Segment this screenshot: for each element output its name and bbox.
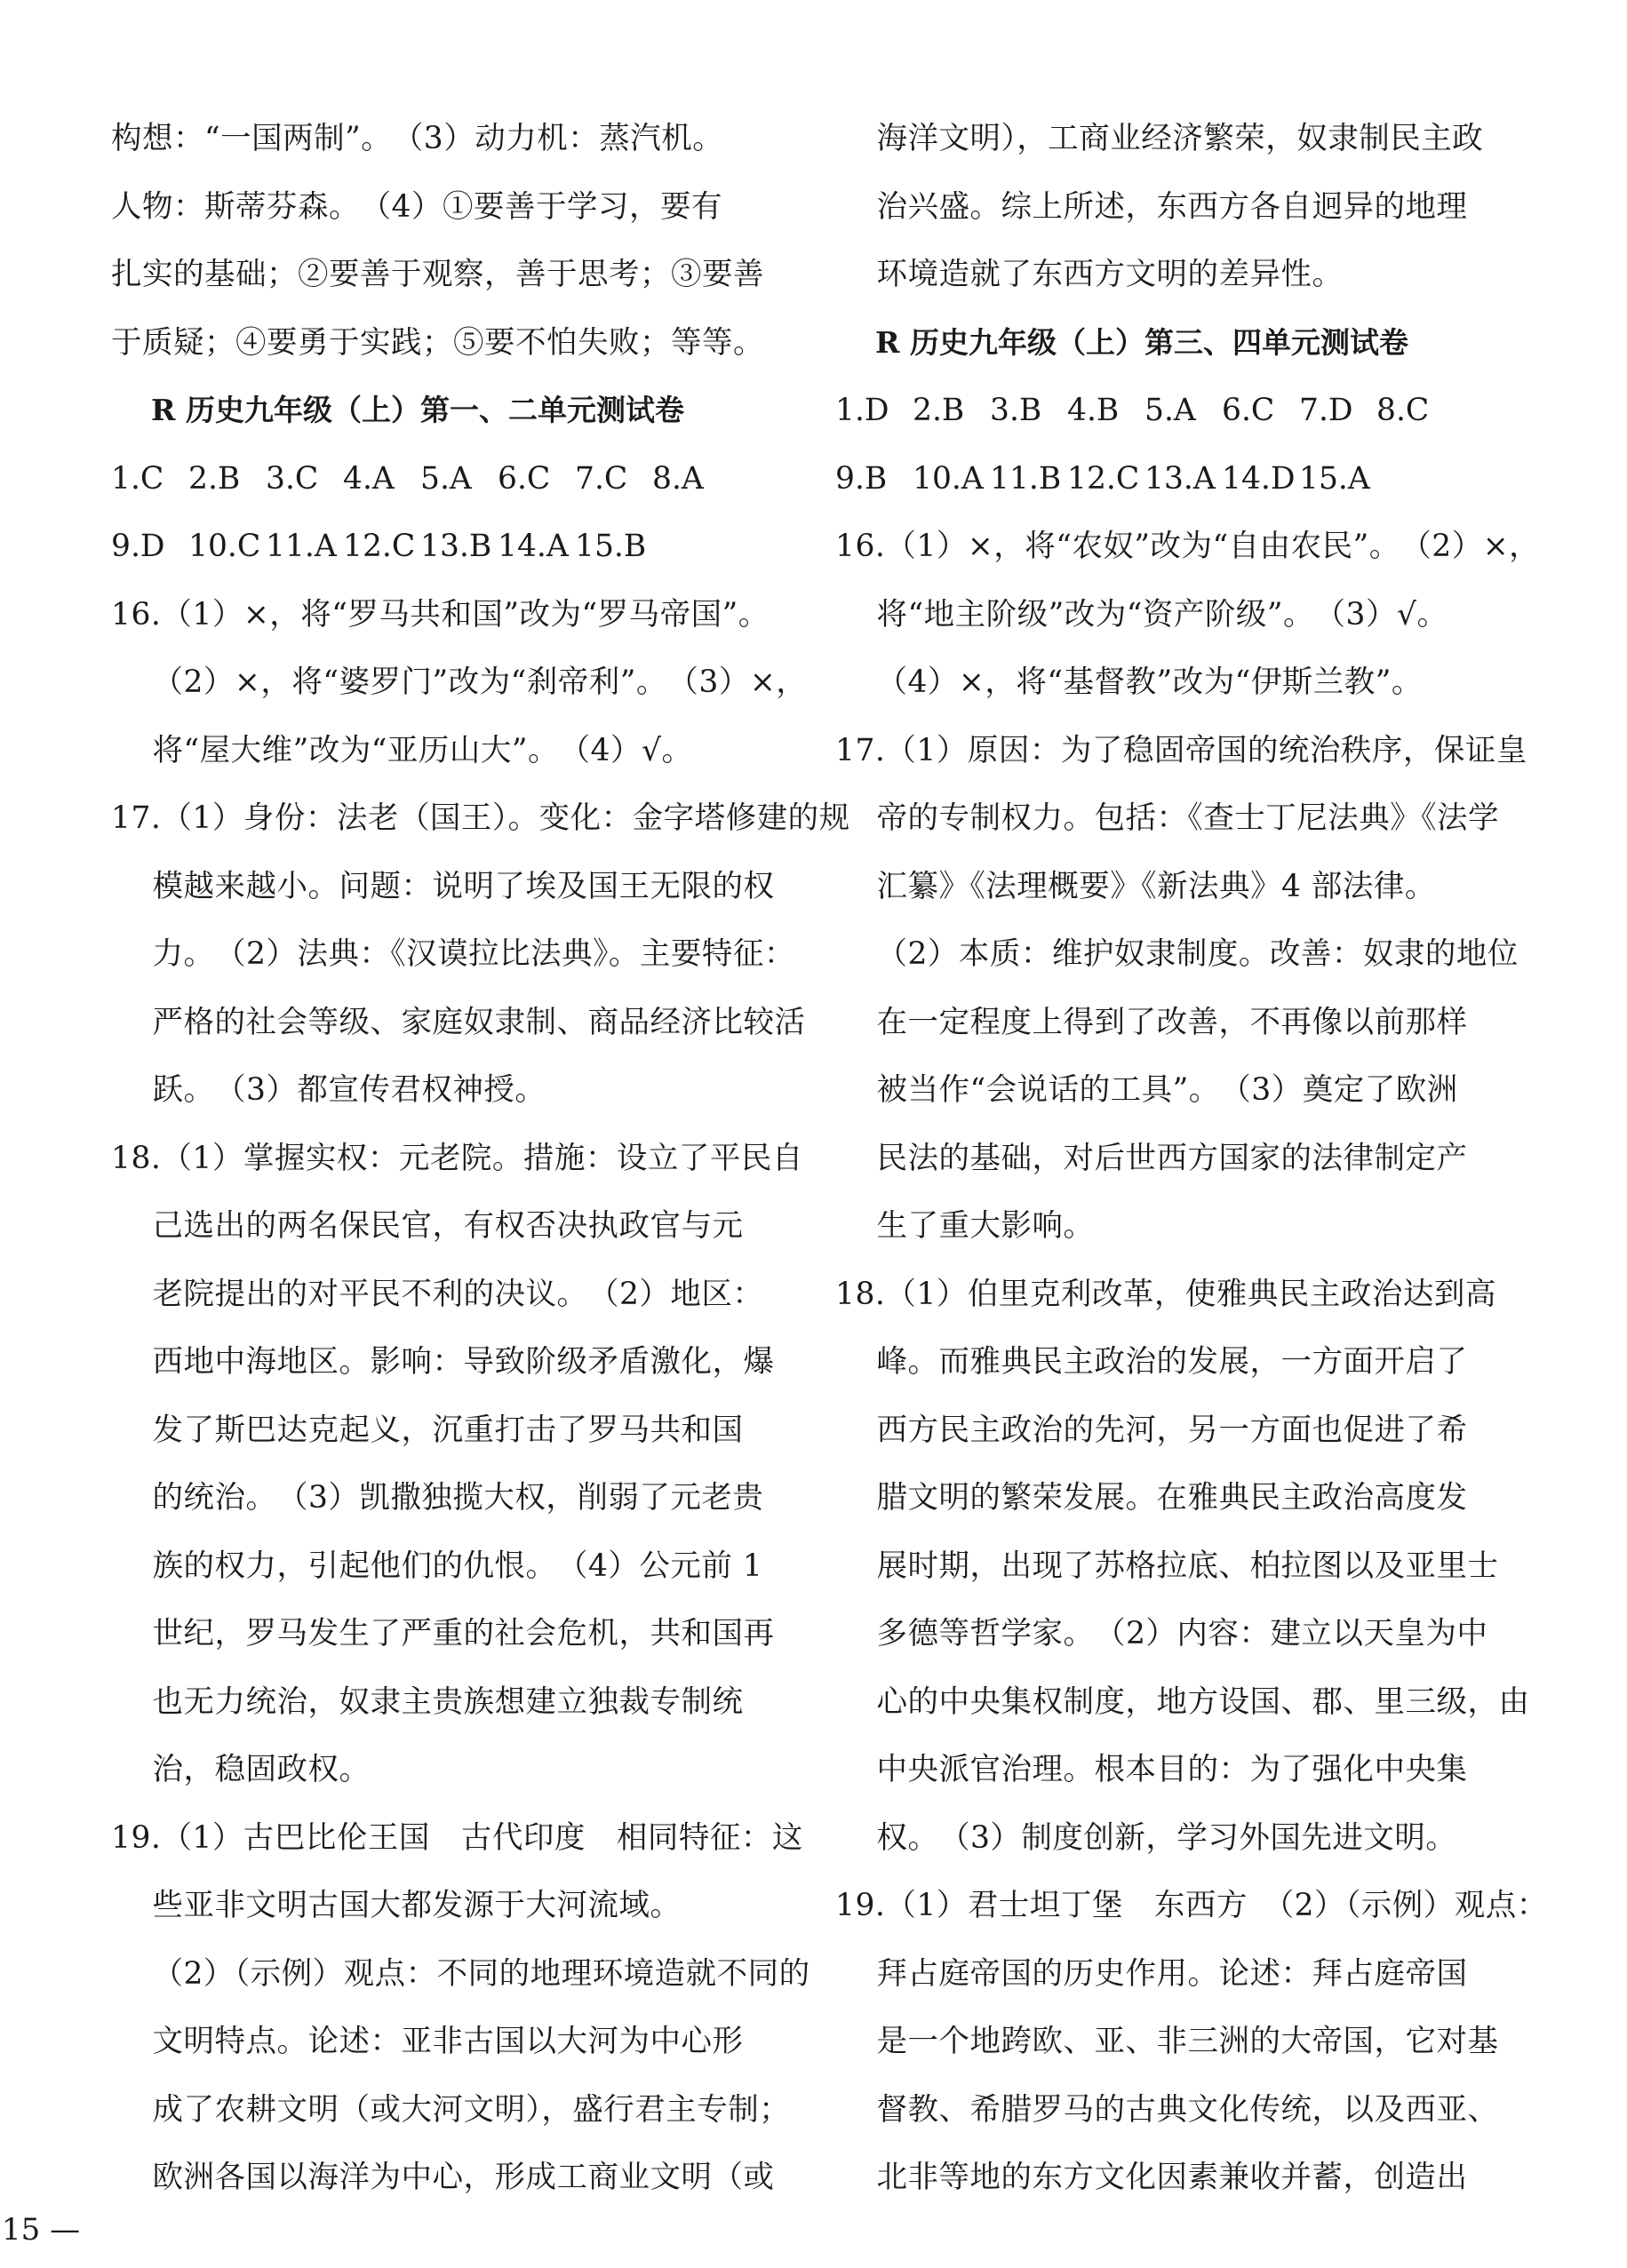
mcq-answer-row — [835, 377, 1448, 445]
answer-text-line: 模越来越小。问题：说明了埃及国王无限的权 — [111, 868, 775, 904]
answer-text-line: 老院提出的对平民不利的决议。 （2）地区： — [111, 1276, 764, 1312]
mcq-answer: 8.C — [1376, 393, 1430, 428]
answer-text-line: 展时期，出现了苏格拉底、柏拉图以及亚里士 — [835, 1548, 1499, 1584]
answer-text-line: （2）（示例）观点：不同的地理环境造就不同的 — [111, 1955, 810, 1992]
answer-text-line: 也无力统治，奴隶主贵族想建立独裁专制统 — [111, 1683, 744, 1720]
page-number: 15 — [2, 2212, 41, 2248]
mcq-answer: 9.D — [111, 529, 165, 564]
answer-text-line: 督教、希腊罗马的古典文化传统，以及西亚、 — [835, 2091, 1499, 2128]
answer-text-line: 的统治。 （3）凯撒独揽大权，削弱了元老贵 — [111, 1480, 764, 1516]
answer-text-line: 将“屋大维”改为“亚历山大”。 （4）√。 — [111, 732, 693, 768]
answer-text-line: 族的权力，引起他们的仇恨。 （4）公元前 1 — [111, 1548, 763, 1584]
answer-text-line: 力。 （2）法典：《汉谟拉比法典》。主要特征： — [111, 936, 795, 972]
mcq-answer: 2.B — [913, 393, 965, 428]
mcq-answer: 1.C — [111, 460, 164, 497]
mcq-answer: 6.C — [498, 460, 551, 497]
answer-text-line: 19.（1）古巴比伦王国 古代印度 相同特征：这 — [111, 1819, 803, 1856]
answer-text-line: 世纪，罗马发生了严重的社会危机，共和国再 — [111, 1616, 775, 1651]
mcq-answer: 3.C — [266, 460, 319, 497]
mcq-answer: 14.A — [498, 529, 569, 564]
mcq-answer: 1.D — [835, 393, 889, 428]
section-heading: R 历史九年级（上）第三、四单元测试卷 — [875, 324, 1408, 360]
answer-text-line: 北非等地的东方文化因素兼收并蓄，创造出 — [835, 2160, 1468, 2195]
mcq-answer: 10.C — [188, 529, 261, 564]
answer-text-line: 民法的基础，对后世西方国家的法律制定产 — [835, 1140, 1468, 1176]
answer-text-line: 生了重大影响。 — [835, 1208, 1095, 1244]
mcq-answer: 11.B — [990, 460, 1062, 497]
answer-text-line: 19.（1）君士坦丁堡 东西方 （2）（示例）观点： — [835, 1888, 1548, 1923]
mcq-answer: 11.A — [266, 529, 337, 564]
mcq-answer-row — [111, 445, 724, 513]
answer-text-line: 被当作“会说话的工具”。 （3）奠定了欧洲 — [835, 1072, 1458, 1108]
mcq-answer: 12.C — [1067, 460, 1140, 497]
mcq-answer: 12.C — [343, 529, 416, 564]
answer-text-line: 18.（1）伯里克利改革，使雅典民主政治达到高 — [835, 1276, 1496, 1312]
right-column — [835, 105, 1548, 2212]
answer-text-line: 环境造就了东西方文明的差异性。 — [835, 257, 1344, 292]
mcq-answer: 6.C — [1222, 393, 1275, 428]
answer-text-line: 腊文明的繁荣发展。在雅典民主政治高度发 — [835, 1480, 1468, 1516]
mcq-answer: 15.B — [575, 529, 647, 564]
answer-text-line: 成了农耕文明（或大河文明），盛行君主专制； — [111, 2091, 791, 2128]
answer-text-line: 是一个地跨欧、亚、非三洲的大帝国，它对基 — [835, 2024, 1499, 2059]
footer-dash: — — [50, 2212, 81, 2248]
answer-text-line: 海洋文明），工商业经济繁荣，奴隶制民主政 — [835, 121, 1484, 156]
answer-text-line: 发了斯巴达克起义，沉重打击了罗马共和国 — [111, 1412, 744, 1448]
answer-text-line: 16.（1）×，将“罗马共和国”改为“罗马帝国”。 — [111, 596, 770, 633]
answer-text-line: 17.（1）身份：法老（国王）。变化：金字塔修建的规 — [111, 800, 850, 836]
answer-text-line: 治兴盛。综上所述，东西方各自迥异的地理 — [835, 188, 1468, 225]
mcq-answer: 13.A — [1144, 460, 1216, 497]
mcq-answer: 2.B — [188, 460, 241, 497]
mcq-answer: 5.A — [420, 460, 472, 497]
answer-text-line: 严格的社会等级、家庭奴隶制、商品经济比较活 — [111, 1004, 806, 1040]
answer-text-line: 峰。而雅典民主政治的发展，一方面开启了 — [835, 1344, 1468, 1380]
answer-text-line: 文明特点。论述：亚非古国以大河为中心形 — [111, 2024, 744, 2059]
answer-text-line: 多德等哲学家。 （2）内容：建立以天皇为中 — [835, 1616, 1488, 1651]
mcq-answer: 7.D — [1299, 393, 1353, 428]
answer-text-line: 些亚非文明古国大都发源于大河流域。 — [111, 1888, 682, 1923]
answer-text-line: （4）×，将“基督教”改为“伊斯兰教”。 — [835, 664, 1423, 700]
mcq-answer-row — [835, 445, 1448, 513]
answer-text-line: 17.（1）原因：为了稳固帝国的统治秩序，保证皇 — [835, 732, 1527, 768]
answer-text-line: 汇纂》《法理概要》《新法典》4 部法律。 — [835, 868, 1436, 904]
answer-text-line: 西地中海地区。影响：导致阶级矛盾激化，爆 — [111, 1344, 775, 1380]
answer-text-line: 西方民主政治的先河，另一方面也促进了希 — [835, 1412, 1468, 1448]
answer-text-line: 心的中央集权制度，地方设国、郡、里三级，由 — [835, 1683, 1530, 1720]
answer-text-line: 己选出的两名保民官，有权否决执政官与元 — [111, 1208, 744, 1244]
answer-text-line: 18.（1）掌握实权：元老院。措施：设立了平民自 — [111, 1140, 803, 1176]
mcq-answer: 5.A — [1144, 393, 1196, 428]
section-heading: R 历史九年级（上）第一、二单元测试卷 — [151, 393, 684, 427]
answer-text-line: 中央派官治理。根本目的：为了强化中央集 — [835, 1752, 1468, 1787]
mcq-answer: 7.C — [575, 460, 628, 497]
answer-text-line: 治，稳固政权。 — [111, 1752, 371, 1787]
answer-text-line: 扎实的基础；②要善于观察，善于思考；③要善 — [111, 257, 764, 292]
answer-text-line: （2）本质：维护奴隶制度。改善：奴隶的地位 — [835, 936, 1519, 972]
answer-text-line: 欧洲各国以海洋为中心，形成工商业文明（或 — [111, 2160, 775, 2195]
answer-text-line: 权。 （3）制度创新，学习外国先进文明。 — [835, 1819, 1457, 1856]
mcq-answer: 4.A — [343, 460, 395, 497]
answer-text-line: 跃。 （3）都宣传君权神授。 — [111, 1072, 546, 1108]
answer-text-line: 16.（1）×，将“农奴”改为“自由农民”。 （2）×， — [835, 529, 1541, 564]
answer-text-line: （2）×，将“婆罗门”改为“刹帝利”。 （3）×， — [111, 664, 808, 700]
answer-text-line: 将“地主阶级”改为“资产阶级”。 （3）√。 — [835, 596, 1448, 633]
answer-text-line: 人物：斯蒂芬森。 （4）①要善于学习，要有 — [111, 188, 722, 225]
answer-text-line: 构想：“一国两制”。 （3）动力机：蒸汽机。 — [111, 121, 724, 156]
mcq-answer: 14.D — [1222, 460, 1296, 497]
mcq-answer: 3.B — [990, 393, 1042, 428]
left-column — [111, 105, 850, 2212]
answer-text-line: 帝的专制权力。包括：《查士丁尼法典》《法学 — [835, 800, 1499, 836]
mcq-answer: 15.A — [1299, 460, 1370, 497]
mcq-answer: 9.B — [835, 460, 888, 497]
page-footer — [2, 2212, 80, 2248]
mcq-answer-row — [111, 513, 724, 581]
mcq-answer: 8.A — [652, 460, 704, 497]
answer-text-line: 拜占庭帝国的历史作用。论述：拜占庭帝国 — [835, 1955, 1468, 1992]
mcq-answer: 4.B — [1067, 393, 1120, 428]
answer-text-line: 在一定程度上得到了改善，不再像以前那样 — [835, 1004, 1468, 1040]
answer-text-line: 于质疑；④要勇于实践；⑤要不怕失败；等等。 — [111, 324, 764, 361]
mcq-answer: 13.B — [420, 529, 492, 564]
mcq-answer: 10.A — [913, 460, 984, 497]
